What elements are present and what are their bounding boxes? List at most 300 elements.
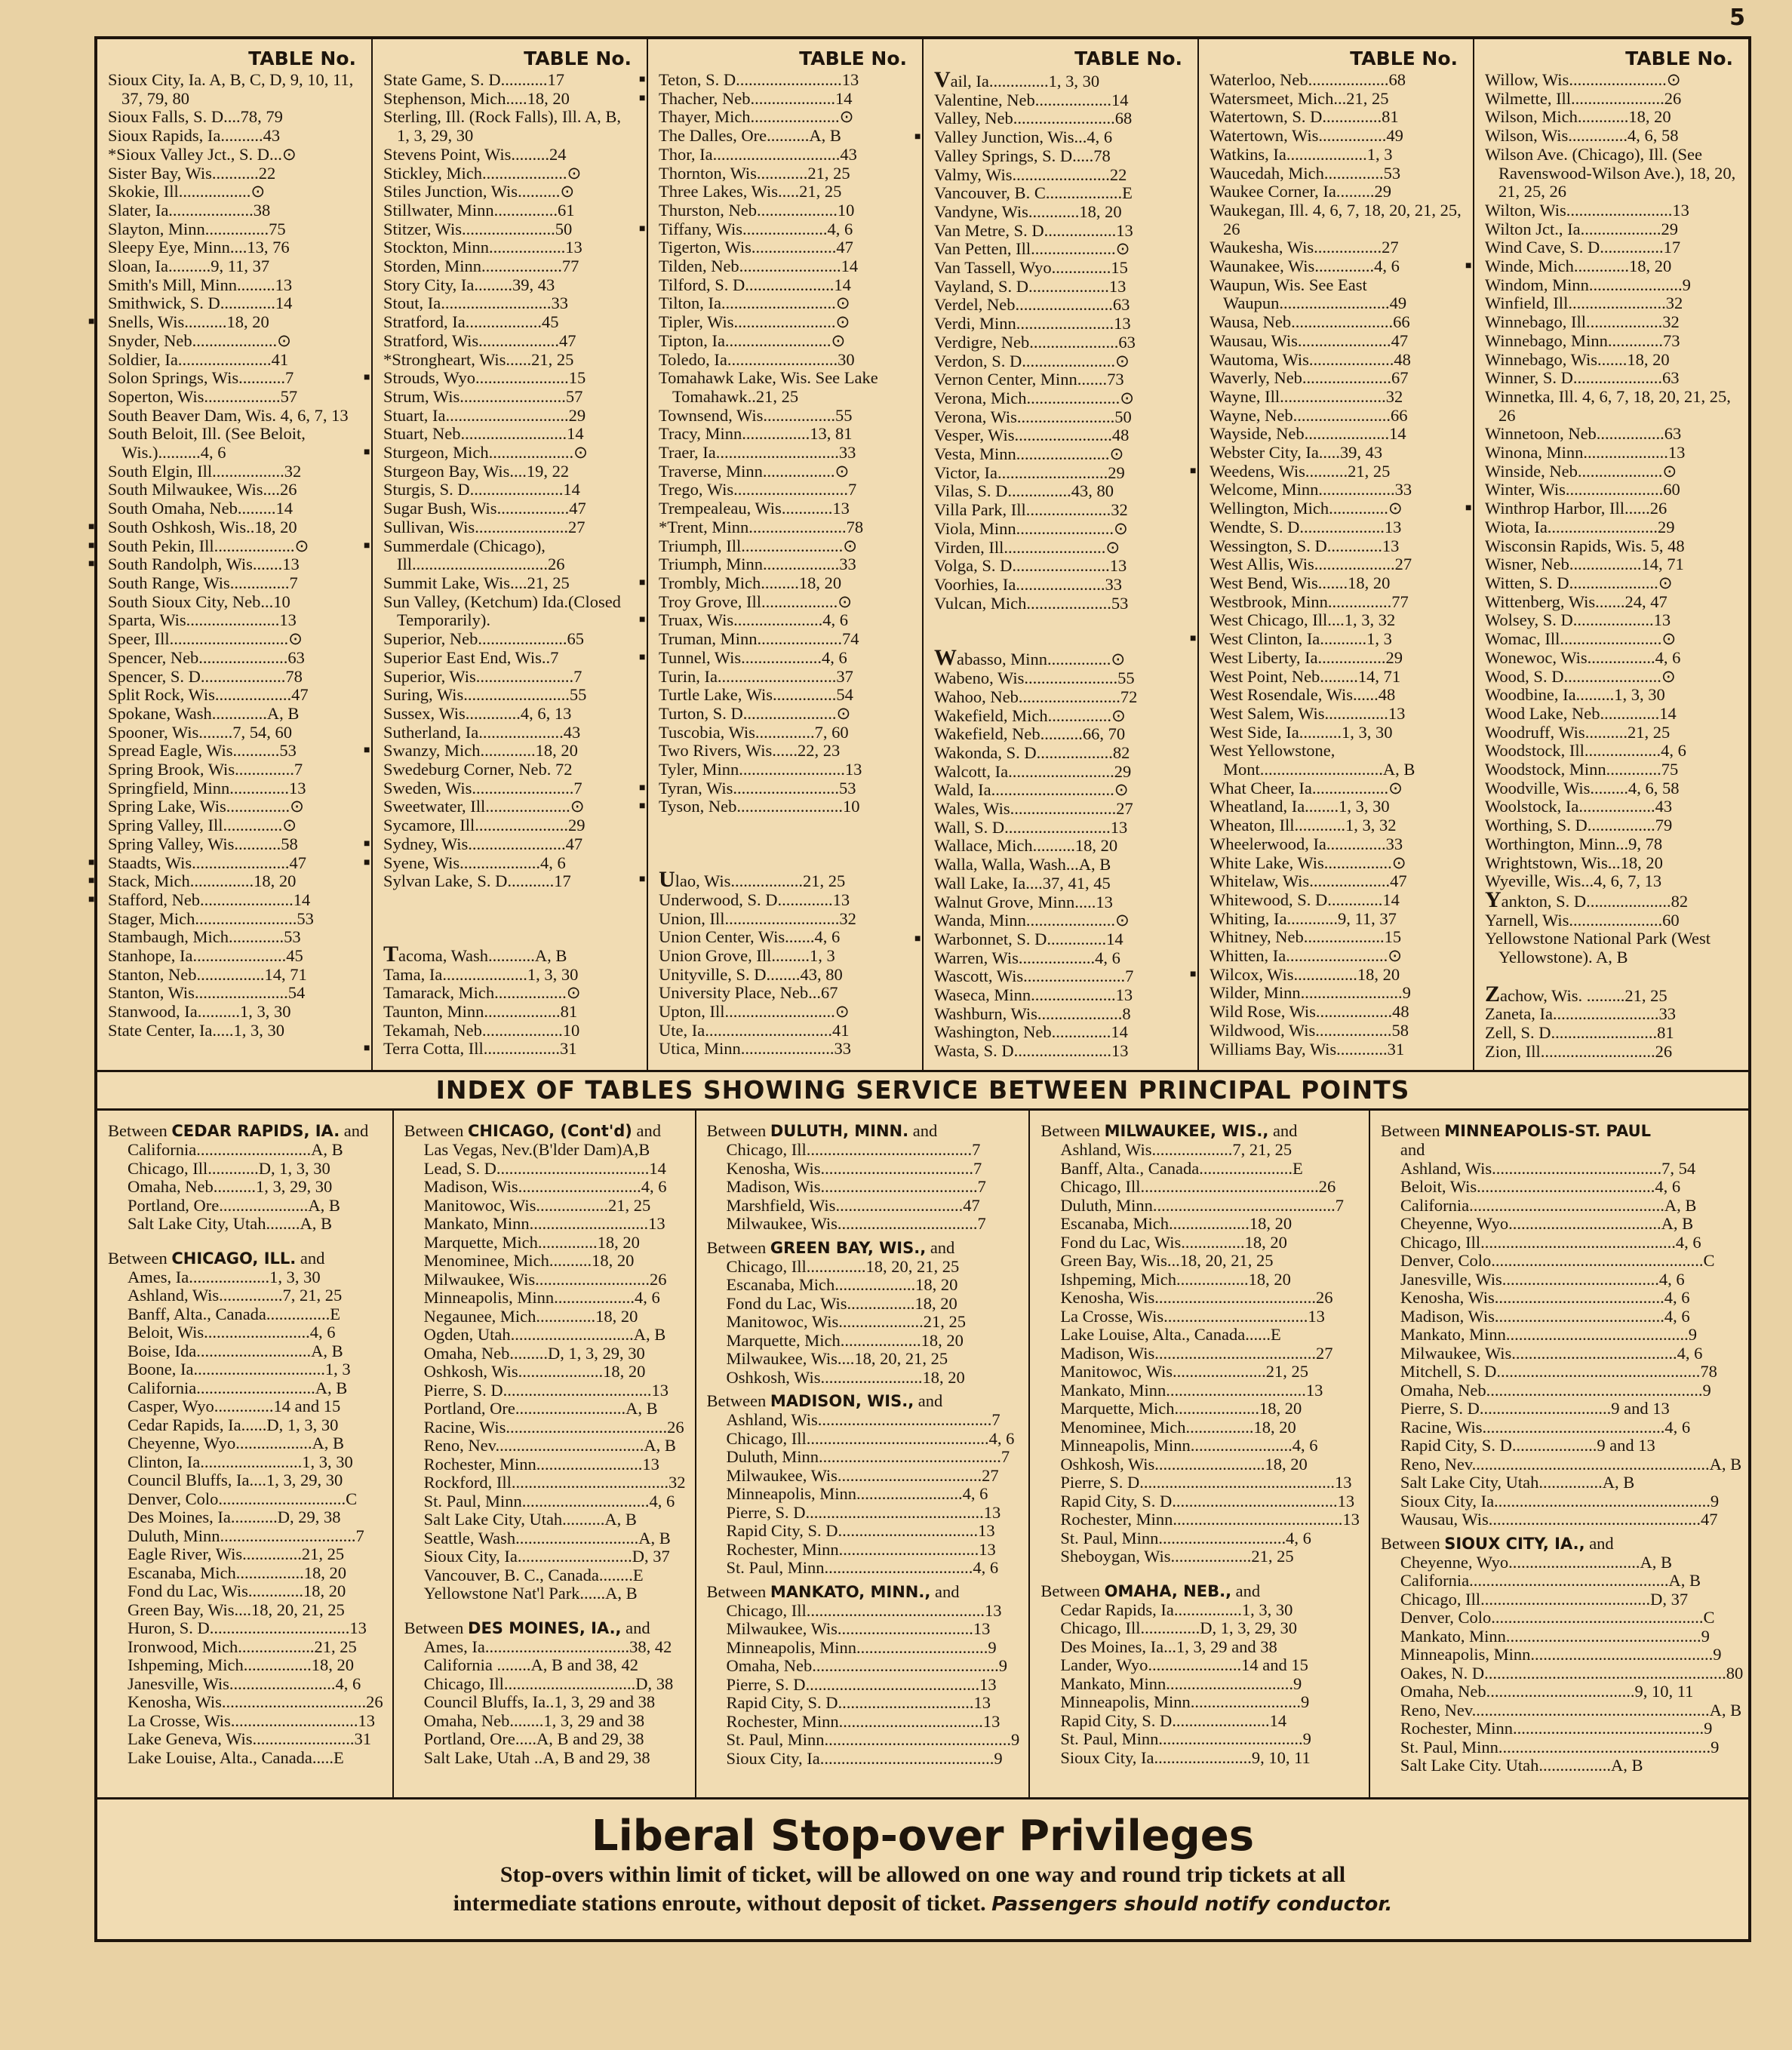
- station-entry: [108, 183, 361, 201]
- station-text: Wautoma, Wis....................48: [1210, 349, 1411, 369]
- station-text: Superior East End, Wis..7: [383, 647, 559, 667]
- between-label: Between: [404, 1618, 469, 1637]
- station-text: Stiles Junction, Wis..........⊙: [383, 182, 575, 201]
- destination-entry: Ishpeming, Mich.................18, 20: [1060, 1269, 1291, 1289]
- station-text: abasso, Minn...............⊙: [957, 650, 1126, 669]
- station-entry: ■ Snells, Wis..........18, 20: [88, 312, 269, 332]
- station-entry: [659, 463, 911, 481]
- station-text: Wheelerwood, Ia..............33: [1210, 834, 1403, 853]
- station-text: Waverly, Neb.....................67: [1210, 368, 1409, 388]
- station-text: Wilson, Mich............18, 20: [1485, 107, 1671, 127]
- destination-entry: Cheyenne, Wyo..................A, B: [128, 1434, 344, 1452]
- station-entry: [1210, 705, 1462, 724]
- destination-entry: Lake Louise, Alta., Canada.....E: [128, 1747, 344, 1767]
- destination-entry: Rockford, Ill.....................................32: [423, 1473, 686, 1492]
- station-entry: [1210, 71, 1462, 90]
- station-entry: [934, 501, 1187, 520]
- station-entry: [1210, 499, 1462, 518]
- station-entry: [934, 166, 1187, 185]
- spacer: [934, 613, 1187, 631]
- station-entry: [383, 351, 636, 370]
- station-entry: [659, 742, 911, 761]
- station-entry: [1485, 146, 1738, 201]
- station-entry: [1485, 816, 1738, 835]
- station-entry: [108, 499, 361, 518]
- station-text: West Clinton, Ia...........1, 3: [1210, 629, 1392, 649]
- station-entry: [659, 910, 911, 929]
- station-entry: [934, 557, 1187, 576]
- station-text: Weedens, Wis..........21, 25: [1210, 461, 1391, 481]
- and-label: and: [340, 1121, 369, 1140]
- destination-entry: Council Bluffs, Ia....1, 3, 29, 30: [128, 1471, 343, 1489]
- station-entry: [934, 645, 1187, 671]
- station-entry: [659, 947, 911, 966]
- station-entry: [1485, 887, 1738, 912]
- station-entry: [934, 744, 1187, 763]
- station-entry: [659, 425, 911, 444]
- station-text: Winona, Minn....................13: [1485, 443, 1686, 463]
- station-text: Woodville, Wis.........4, 6, 58: [1485, 778, 1680, 798]
- station-entry: ■ Valley Junction, Wis...4, 6: [914, 128, 1113, 147]
- station-text: Truax, Wis.....................4, 6: [659, 610, 848, 630]
- section-initial: Y: [1485, 887, 1502, 912]
- destination-entry: St. Paul, Minn..............................4, 6: [1060, 1528, 1311, 1547]
- station-text: Vesta, Minn......................⊙: [934, 444, 1124, 464]
- and-label: and: [914, 1391, 943, 1410]
- station-text: Tamarack, Mich.................⊙: [383, 983, 581, 1003]
- station-text: Virden, Ill........................⊙: [934, 537, 1120, 557]
- destination-entry: Ashland, Wis.........................................7: [726, 1410, 1001, 1429]
- station-entry: [1210, 238, 1462, 257]
- destination-entry: Chicago, Ill..............18, 20, 21, 25: [726, 1256, 960, 1276]
- destination-entry: Chicago, Ill........................................D, 37: [1400, 1589, 1689, 1609]
- station-text: Waukesha, Wis................27: [1210, 238, 1399, 257]
- station-text: Soldier, Ia......................41: [108, 349, 289, 369]
- destination-entry: Seattle, Wash.............................A, B: [423, 1528, 671, 1547]
- station-entry: [383, 146, 636, 164]
- station-text: Sister Bay, Wis...........22: [108, 163, 276, 183]
- destination-entry: Rapid City, S. D.................................13: [726, 1521, 995, 1540]
- station-text: Sun Valley, (Ketchum) Ida.(Closed Temporarily).: [383, 592, 621, 630]
- station-entry: [1485, 332, 1738, 351]
- station-text: Trego, Wis...........................7: [659, 480, 857, 499]
- station-entry: [383, 332, 636, 351]
- origin-city: DULUTH, MINN.: [770, 1122, 909, 1140]
- station-text: Wall Lake, Ia....37, 41, 45: [934, 873, 1111, 893]
- station-text: Stanton, Neb................14, 71: [108, 964, 307, 984]
- table-no-header: TABLE No.: [524, 48, 632, 69]
- station-text: Stanton, Wis......................54: [108, 983, 306, 1003]
- spacer: [1040, 1566, 1360, 1577]
- between-heading: [707, 1391, 1020, 1411]
- station-entry: ■ Teton, S. D.........................13: [639, 70, 859, 89]
- origin-city: CEDAR RAPIDS, IA.: [171, 1122, 340, 1140]
- station-text: Waukee Corner, Ia.........29: [1210, 182, 1391, 201]
- destination-entry: Denver, Colo..............................C: [128, 1489, 358, 1508]
- station-entry: [659, 332, 911, 351]
- station-text: Turtle Lake, Wis...............54: [659, 685, 853, 705]
- station-text: White Lake, Wis................⊙: [1210, 853, 1406, 872]
- stopover-notice: [97, 1797, 1748, 1939]
- destination-entry: Sioux City, Ia.........................................9: [726, 1748, 1003, 1768]
- station-text: Zell, S. D.........................81: [1485, 1023, 1674, 1043]
- station-text: Wakefield, Mich...............⊙: [934, 705, 1126, 725]
- station-entry: [1210, 146, 1462, 164]
- station-entry: [659, 369, 911, 406]
- station-entry: [108, 1003, 361, 1022]
- station-text: Valley Junction, Wis...4, 6: [934, 128, 1113, 147]
- station-entry: ■ Truax, Wis.....................4, 6: [639, 610, 848, 630]
- station-entry: [1210, 555, 1462, 574]
- station-text: Tipler, Wis........................⊙: [659, 312, 850, 332]
- station-text: Zaneta, Ia.........................33: [1485, 1004, 1677, 1024]
- station-entry: [108, 332, 361, 351]
- station-text: Waukegan, Ill. 4, 6, 7, 18, 20, 21, 25, 26: [1210, 200, 1462, 238]
- destination-entry: Marquette, Mich...................18, 20: [726, 1330, 964, 1350]
- between-label: Between: [1380, 1121, 1445, 1140]
- station-text: Wayne, Neb.......................66: [1210, 405, 1408, 425]
- origin-city: MILWAUKEE, WIS.,: [1104, 1122, 1269, 1140]
- between-heading: [404, 1618, 686, 1638]
- station-entry: [934, 482, 1187, 501]
- station-entry: [934, 967, 1187, 986]
- station-entry: [934, 352, 1187, 371]
- station-text: Vesper, Wis.......................48: [934, 426, 1130, 445]
- origin-city: DES MOINES, IA.,: [468, 1618, 622, 1637]
- station-text: Victor, Ia..........................29: [934, 463, 1125, 482]
- spacer: [383, 927, 636, 945]
- station-entry: [383, 108, 636, 145]
- stopover-title: Liberal Stop-over Privileges: [591, 1812, 1255, 1861]
- station-entry: [108, 928, 361, 947]
- destination-entry: Ames, Ia..................................38, 42: [423, 1637, 672, 1656]
- station-entry: [383, 164, 636, 183]
- station-text: Wald, Ia.............................⊙: [934, 780, 1129, 800]
- destination-entry: Beloit, Wis..........................................4, 6: [1400, 1177, 1681, 1196]
- destination-entry: La Crosse, Wis..............................13: [128, 1710, 376, 1730]
- destination-entry: Rapid City, S. D.......................................13: [1060, 1491, 1355, 1511]
- station-entry: [1210, 798, 1462, 816]
- station-entry: [1485, 463, 1738, 481]
- destination-entry: Kenosha, Wis..................................26: [128, 1692, 383, 1711]
- station-entry: [1485, 724, 1738, 742]
- station-entry: [383, 574, 636, 593]
- station-text: Wilder, Minn........................9: [1210, 983, 1411, 1003]
- station-entry: [934, 781, 1187, 800]
- station-text: Sleepy Eye, Minn....13, 76: [108, 238, 290, 257]
- station-text: Waseca, Minn....................13: [934, 985, 1133, 1005]
- station-entry: [108, 966, 361, 985]
- station-entry: [108, 369, 361, 388]
- station-text: Suring, Wis.........................55: [383, 685, 587, 705]
- destination-entry: Reno, Nev...................................A, B: [423, 1436, 676, 1455]
- destination-entry: Minneapolis, Minn...............................9: [726, 1637, 997, 1657]
- station-entry: [108, 742, 361, 761]
- station-entry: [1485, 555, 1738, 574]
- station-text: Winfield, Ill.......................32: [1485, 294, 1683, 313]
- station-entry: [934, 837, 1187, 856]
- station-entry: [1485, 238, 1738, 257]
- station-text: Tracy, Minn................13, 81: [659, 424, 853, 444]
- station-text: *Strongheart, Wis......21, 25: [383, 349, 574, 369]
- destination-entry: Lake Geneva, Wis........................31: [128, 1729, 371, 1748]
- destination-entry: Chicago, Ill..............................................4, 6: [1400, 1232, 1701, 1252]
- station-entry: [108, 761, 361, 779]
- destination-entry: Denver, Colo..................................................C: [1400, 1608, 1715, 1627]
- destination-entry: Chicago, Ill.......................................7: [726, 1140, 981, 1159]
- principal-column-1: [97, 1111, 394, 1797]
- station-text: Verona, Wis.......................50: [934, 407, 1132, 426]
- station-text: Sturgeon, Mich....................⊙: [383, 443, 588, 463]
- station-text: Wild Rose, Wis..................48: [1210, 1002, 1409, 1022]
- station-entry: [1210, 593, 1462, 612]
- station-text: Womac, Ill........................⊙: [1485, 629, 1677, 649]
- station-entry: [934, 688, 1187, 707]
- station-text: Troy Grove, Ill..................⊙: [659, 592, 853, 611]
- station-entry: [1210, 332, 1462, 351]
- destination-entry: Ogden, Utah.............................A, B: [423, 1325, 666, 1344]
- station-entry: [934, 539, 1187, 558]
- station-text: West Side, Ia..........1, 3, 30: [1210, 722, 1393, 742]
- destination-entry: Chicago, Ill...............................D, 38: [423, 1674, 674, 1693]
- station-text: Toledo, Ia..........................30: [659, 349, 855, 369]
- station-text: Wittenberg, Wis.......24, 47: [1485, 592, 1668, 611]
- station-entry: [934, 67, 1187, 92]
- station-text: *Sioux Valley Jct., S. D...⊙: [108, 144, 297, 164]
- station-entry: [108, 71, 361, 108]
- station-text: Stuart, Ia.............................29: [383, 405, 586, 425]
- destination-entry: Chicago, Ill...........................................4, 6: [726, 1428, 1015, 1448]
- station-text: Two Rivers, Wis......22, 23: [659, 741, 841, 761]
- stopover-line-1: Stop-overs within limit of ticket, will be allowed on one way and round trip tickets at all: [499, 1862, 1346, 1887]
- destination-entry: Lake Louise, Alta., Canada......E: [1060, 1325, 1281, 1344]
- destination-entry: California...........................A, B: [128, 1140, 343, 1159]
- destination-entry: St. Paul, Minn............................................9: [726, 1730, 1020, 1749]
- station-text: Tuscobia, Wis..............7, 60: [659, 722, 849, 742]
- station-entry: ■ Stack, Mich...............18, 20: [88, 871, 297, 891]
- spacer: [659, 834, 911, 853]
- station-text: Wendte, S. D....................13: [1210, 517, 1402, 536]
- origin-city: MADISON, WIS.,: [770, 1392, 914, 1410]
- destination-entry: Pierre, S. D...................................13: [423, 1380, 669, 1400]
- station-entry: [1485, 481, 1738, 499]
- station-text: Wildwood, Wis..................58: [1210, 1020, 1409, 1040]
- station-text: Stratford, Ia..................45: [383, 312, 559, 332]
- station-entry: [659, 593, 911, 612]
- station-text: Three Lakes, Wis.....21, 25: [659, 182, 842, 201]
- station-entry: [1210, 481, 1462, 499]
- destination-entry: Salt Lake City, Utah...............A, B: [1400, 1473, 1635, 1492]
- station-text: South Beaver Dam, Wis. 4, 6, 7, 13: [108, 405, 349, 425]
- station-entry: ■ Terra Cotta, Ill..................31: [364, 1039, 577, 1059]
- station-entry: ■ South Pekin, Ill...................⊙: [88, 536, 309, 555]
- station-text: South Beloit, Ill. (See Beloit, Wis.)..........4, 6: [108, 424, 306, 463]
- station-entry: [383, 71, 636, 90]
- station-entry: [659, 257, 911, 276]
- spacer: [108, 1234, 383, 1244]
- station-text: Wrightstown, Wis...18, 20: [1485, 853, 1663, 872]
- between-heading: [108, 1121, 383, 1141]
- station-entry: ■ Weedens, Wis..........21, 25: [1190, 461, 1391, 481]
- station-entry: [1485, 611, 1738, 630]
- destination-entry: Salt Lake, Utah ..A, B and 29, 38: [423, 1747, 650, 1767]
- station-text: Superior, Neb.....................65: [383, 629, 584, 649]
- station-entry: [108, 146, 361, 164]
- station-entry: [1210, 183, 1462, 201]
- station-entry: [1485, 444, 1738, 463]
- origin-city: OMAHA, NEB.,: [1104, 1581, 1232, 1600]
- station-entry: [108, 798, 361, 816]
- station-entry: [108, 630, 361, 649]
- destination-entry: Minneapolis, Minn..........................9: [1060, 1692, 1310, 1711]
- station-entry: [383, 668, 636, 687]
- station-entry: [1485, 108, 1738, 127]
- destination-entry: Clinton, Ia........................1, 3, 30: [128, 1452, 353, 1471]
- station-entry: [108, 947, 361, 966]
- station-text: South Milwaukee, Wis....26: [108, 480, 297, 499]
- destination-entry: Ashland, Wis...................7, 21, 25: [1060, 1140, 1293, 1159]
- and-label: and: [930, 1581, 960, 1601]
- station-text: Thurston, Neb...................10: [659, 200, 855, 220]
- station-text: Vancouver, B. C..................E: [934, 183, 1133, 203]
- station-entry: [934, 911, 1187, 930]
- destination-entry: Pierre, S. D..............................................13: [1060, 1473, 1352, 1492]
- station-text: What Cheer, Ia..................⊙: [1210, 778, 1403, 798]
- station-text: Traer, Ia.............................33: [659, 443, 856, 463]
- stopover-line-2: [97, 1889, 1748, 1919]
- station-entry: [1210, 649, 1462, 668]
- station-entry: [383, 705, 636, 724]
- destination-entry: Minneapolis, Minn.........................4, 6: [726, 1484, 988, 1503]
- station-text: Vernon Center, Minn.......73: [934, 370, 1124, 389]
- destination-entry: Rochester, Minn.........................13: [423, 1454, 659, 1474]
- destination-entry: Oshkosh, Wis..........................18, 20: [1060, 1454, 1308, 1474]
- station-entry: [659, 481, 911, 499]
- station-entry: [108, 388, 361, 407]
- station-entry: ■ South Randolph, Wis.......13: [88, 555, 300, 574]
- station-entry: [108, 686, 361, 705]
- station-entry: [934, 445, 1187, 464]
- destination-entry: Green Bay, Wis....18, 20, 21, 25: [128, 1600, 345, 1619]
- station-text: Spread Eagle, Wis...........53: [108, 741, 297, 761]
- destination-entry: Manitowoc, Wis......................21, 25: [1060, 1362, 1308, 1381]
- station-entry: [1210, 724, 1462, 742]
- section-initial: W: [934, 645, 957, 671]
- station-text: Tunnel, Wis...................4, 6: [659, 647, 847, 667]
- station-entry: [383, 201, 636, 220]
- section-initial: Z: [1485, 981, 1501, 1007]
- station-text: Volga, S. D.......................13: [934, 556, 1127, 576]
- station-entry: ■ Strouds, Wyo......................15: [364, 368, 586, 388]
- destination-entry: Janesville, Wis.........................4, 6: [128, 1674, 361, 1693]
- destination-entry: Portland, Ore.....A, B and 29, 38: [423, 1729, 644, 1748]
- station-entry: [1210, 407, 1462, 426]
- station-text: Wanda, Minn.....................⊙: [934, 911, 1130, 930]
- station-entry: [1485, 1005, 1738, 1024]
- destination-entry: Salt Lake City, Utah..........A, B: [423, 1510, 637, 1529]
- station-text: Stillwater, Minn...............61: [383, 200, 575, 220]
- destination-entry: Green Bay, Wis...18, 20, 21, 25: [1060, 1251, 1274, 1270]
- and-label: and: [1231, 1581, 1261, 1600]
- station-text: Triumph, Ill........................⊙: [659, 536, 858, 555]
- destination-entry: Madison, Wis.............................4, 6: [423, 1177, 667, 1196]
- between-heading: [108, 1249, 383, 1268]
- station-entry: [383, 220, 636, 239]
- destination-entry: Negaunee, Mich..............18, 20: [423, 1306, 638, 1326]
- destination-entry: Omaha, Neb..........1, 3, 29, 30: [128, 1177, 333, 1196]
- destination-entry: Mankato, Minn...........................................9: [1400, 1325, 1698, 1344]
- table-no-header: TABLE No.: [1625, 48, 1733, 69]
- principal-column-4: [1030, 1111, 1370, 1797]
- destination-entry: Kenosha, Wis....................................7: [726, 1158, 982, 1178]
- station-entry: [1485, 201, 1738, 220]
- destination-entry: Boise, Ida...........................A, B: [128, 1341, 343, 1360]
- between-label: Between: [108, 1248, 172, 1268]
- station-entry: [108, 705, 361, 724]
- station-text: Woodbine, Ia.........1, 3, 30: [1485, 685, 1665, 705]
- destination-entry: Pierre, S. D...............................9 and 13: [1400, 1399, 1670, 1418]
- section-initial: V: [934, 67, 951, 92]
- station-text: Storden, Minn...................77: [383, 257, 579, 276]
- station-text: West Allis, Wis...................27: [1210, 555, 1412, 574]
- station-text: Wyeville, Wis...4, 6, 7, 13: [1485, 871, 1662, 891]
- and-label: and: [296, 1248, 325, 1268]
- station-text: Slater, Ia....................38: [108, 200, 271, 220]
- destination-entry: Ishpeming, Mich................18, 20: [128, 1655, 354, 1674]
- station-column-5: [1190, 39, 1474, 1070]
- station-entry: [934, 800, 1187, 819]
- destination-entry: Ames, Ia...................1, 3, 30: [128, 1267, 321, 1286]
- destination-entry: St. Paul, Minn..............................4, 6: [423, 1491, 675, 1511]
- destination-entry: Council Bluffs, Ia..1, 3, 29 and 38: [423, 1692, 656, 1711]
- station-entry: [108, 238, 361, 257]
- station-entry: ■ Swanzy, Mich.............18, 20: [364, 741, 578, 761]
- station-text: Wabeno, Wis......................55: [934, 668, 1135, 688]
- destination-entry: Mankato, Minn..............................................9: [1400, 1626, 1710, 1646]
- station-entry: [1210, 425, 1462, 444]
- destination-entry: Rapid City, S. D....................9 and 13: [1400, 1436, 1655, 1455]
- destination-entry: Omaha, Neb........1, 3, 29 and 38: [423, 1710, 645, 1730]
- station-entry: [383, 761, 636, 779]
- station-text: Superior, Wis.......................7: [383, 666, 582, 686]
- destination-entry: Pierre, S. D.........................................13: [726, 1674, 997, 1694]
- station-text: South Omaha, Neb.........14: [108, 499, 293, 518]
- station-entry: [1210, 108, 1462, 127]
- station-entry: ■ South Oshkosh, Wis..18, 20: [88, 517, 297, 536]
- station-text: Wausa, Neb........................66: [1210, 312, 1410, 332]
- station-entry: [934, 874, 1187, 893]
- destination-entry: Salt Lake City, Utah........A, B: [128, 1214, 333, 1233]
- station-text: Stuart, Neb.........................14: [383, 424, 584, 444]
- station-text: Terra Cotta, Ill..................31: [383, 1039, 577, 1059]
- destination-entry: Janesville, Wis.....................................4, 6: [1400, 1269, 1685, 1289]
- station-entry: [383, 499, 636, 518]
- station-entry: [659, 668, 911, 687]
- destination-entry: Oakes, N. D.........................................................80: [1400, 1663, 1744, 1683]
- station-text: Sugar Bush, Wis.................47: [383, 499, 586, 518]
- station-entry: [659, 555, 911, 574]
- station-entry: [659, 928, 911, 947]
- station-text: Watertown, S. D..............81: [1210, 107, 1399, 127]
- station-text: Watkins, Ia...................1, 3: [1210, 144, 1393, 164]
- station-entry: ■ Stafford, Neb......................14: [88, 890, 311, 909]
- station-entry: [108, 816, 361, 835]
- station-text: Tyson, Neb.........................10: [659, 797, 860, 816]
- destination-entry: Des Moines, Ia...........D, 29, 38: [128, 1508, 341, 1526]
- station-entry: [1210, 984, 1462, 1003]
- principal-column-5: [1370, 1111, 1752, 1797]
- between-heading: [1381, 1121, 1743, 1141]
